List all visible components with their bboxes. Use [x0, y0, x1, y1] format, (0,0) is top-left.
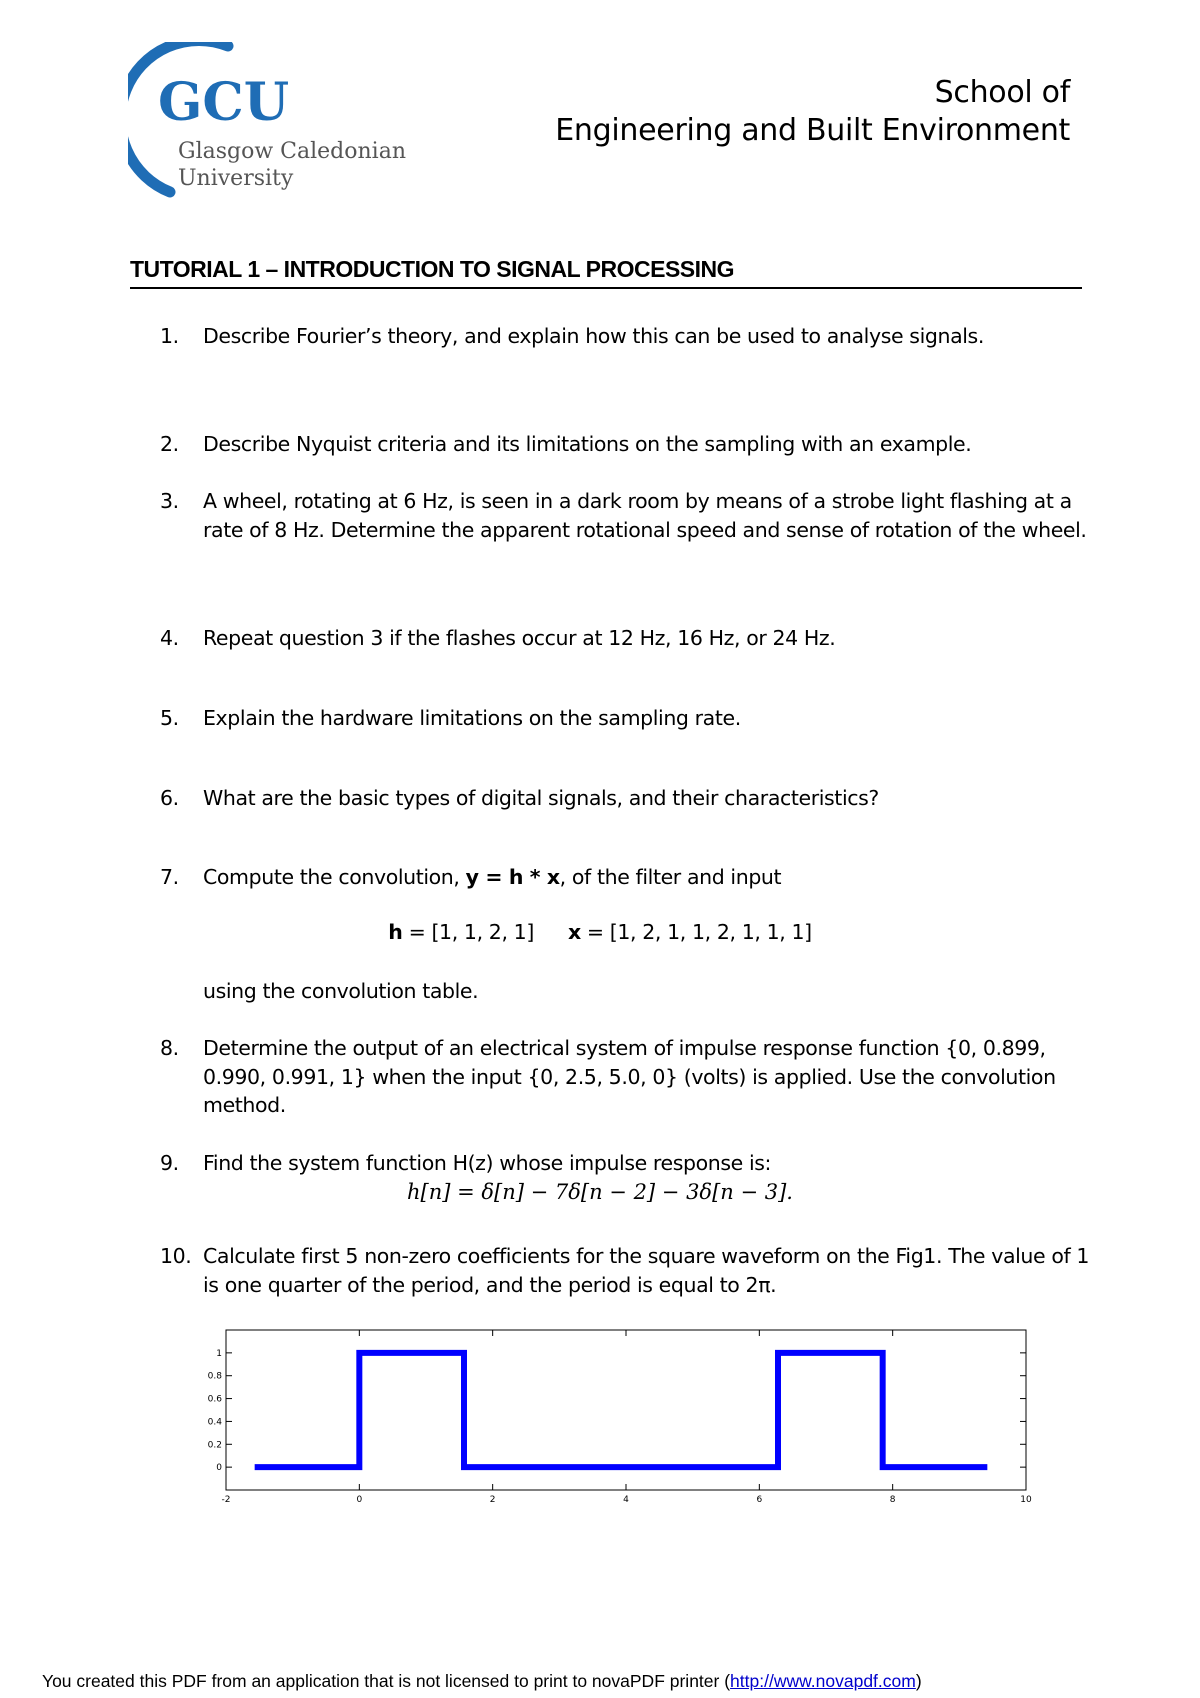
- question-7: [160, 863, 1090, 892]
- question-number: 5.: [160, 706, 179, 730]
- question-text: Explain the hardware limitations on the sampling rate.: [203, 706, 741, 730]
- novapdf-link[interactable]: http://www.novapdf.com: [730, 1671, 916, 1691]
- question-number: 7.: [160, 865, 179, 889]
- convolution-sequences: [0, 920, 1200, 944]
- question-number: 2.: [160, 432, 179, 456]
- x-tick-label: -2: [221, 1495, 231, 1505]
- gcu-logo: [128, 42, 418, 202]
- question-number: 1.: [160, 324, 179, 348]
- footer-notice: You created this PDF from an application that is not licensed to print to novaPDF printer (http://www.novapdf.com): [42, 1671, 922, 1691]
- h-label: h: [388, 920, 403, 944]
- x-tick-label: 4: [623, 1495, 629, 1505]
- x-tick-label: 6: [756, 1495, 763, 1505]
- impulse-response-equation: h[n] = δ[n] − 7δ[n − 2] − 3δ[n − 3].: [407, 1180, 793, 1204]
- series-line: [255, 1353, 988, 1467]
- question-number: 9.: [160, 1151, 179, 1175]
- x-value: = [1, 2, 1, 1, 2, 1, 1, 1]: [580, 920, 812, 944]
- y-tick-label: 1: [216, 1348, 222, 1359]
- school-line-2: Engineering and Built Environment: [555, 113, 1070, 148]
- question-9: [160, 1149, 1090, 1178]
- x-tick-label: 0: [356, 1495, 363, 1505]
- question-4: [160, 624, 1090, 653]
- question-8: [160, 1034, 1090, 1120]
- question-text: Find the system function H(z) whose impulse response is:: [203, 1151, 772, 1175]
- school-line-1: School of: [934, 75, 1070, 110]
- x-tick-label: 8: [889, 1495, 896, 1505]
- question-6: [160, 784, 1090, 813]
- y-tick-label: 0.6: [207, 1394, 222, 1405]
- page-title: TUTORIAL 1 – INTRODUCTION TO SIGNAL PROCESSING: [130, 256, 1082, 289]
- question-2: [160, 430, 1090, 459]
- question-text: using the convolution table.: [203, 979, 479, 1003]
- y-tick-label: 0: [216, 1463, 222, 1474]
- question-1: [160, 322, 1090, 351]
- logo-line1: Glasgow Caledonian: [178, 139, 406, 164]
- question-text: Determine the output of an electrical system of impulse response function {0, 0.899, 0.990, 0.991, 1} when the input {0, 2.5, 5.0, 0} (volts) is applied. Use the convolution method.: [203, 1036, 1056, 1117]
- question-text: Describe Nyquist criteria and its limitations on the sampling with an example.: [203, 432, 972, 456]
- square-wave-chart: [200, 1320, 1040, 1510]
- h-value: = [1, 1, 2, 1]: [402, 920, 534, 944]
- question-text: Describe Fourier’s theory, and explain how this can be used to analyse signals.: [203, 324, 984, 348]
- y-tick-label: 0.8: [207, 1371, 222, 1382]
- question-text: What are the basic types of digital signals, and their characteristics?: [203, 786, 879, 810]
- question-number: 6.: [160, 786, 179, 810]
- question-number: 8.: [160, 1036, 179, 1060]
- y-tick-label: 0.4: [207, 1417, 222, 1428]
- question-number: 4.: [160, 626, 179, 650]
- question-3: [160, 487, 1090, 544]
- y-tick-label: 0.2: [207, 1440, 222, 1451]
- logo-abbrev: GCU: [158, 72, 290, 133]
- x-tick-label: 10: [1020, 1495, 1032, 1505]
- question-number: 3.: [160, 489, 179, 513]
- logo-line2: University: [178, 166, 294, 191]
- question-number: 10.: [160, 1244, 192, 1268]
- question-7-follow: [160, 977, 1090, 1006]
- question-text: Calculate first 5 non-zero coefficients for the square waveform on the Fig1. The value of 1 is one quarter of the period, and the period is equal to 2π.: [203, 1244, 1090, 1297]
- x-tick-label: 2: [489, 1495, 496, 1505]
- question-text: A wheel, rotating at 6 Hz, is seen in a dark room by means of a strobe light flashing at a rate of 8 Hz. Determine the apparent rotational speed and sense of rotation of the wheel.: [203, 489, 1087, 542]
- question-10: [160, 1242, 1090, 1299]
- question-5: [160, 704, 1090, 733]
- question-text: Repeat question 3 if the flashes occur at 12 Hz, 16 Hz, or 24 Hz.: [203, 626, 836, 650]
- convolution-expression: y = h * x: [465, 865, 560, 889]
- question-text: Compute the convolution, y = h * x, of the filter and input: [203, 865, 782, 889]
- x-label: x: [567, 920, 581, 944]
- school-heading: [555, 74, 1070, 150]
